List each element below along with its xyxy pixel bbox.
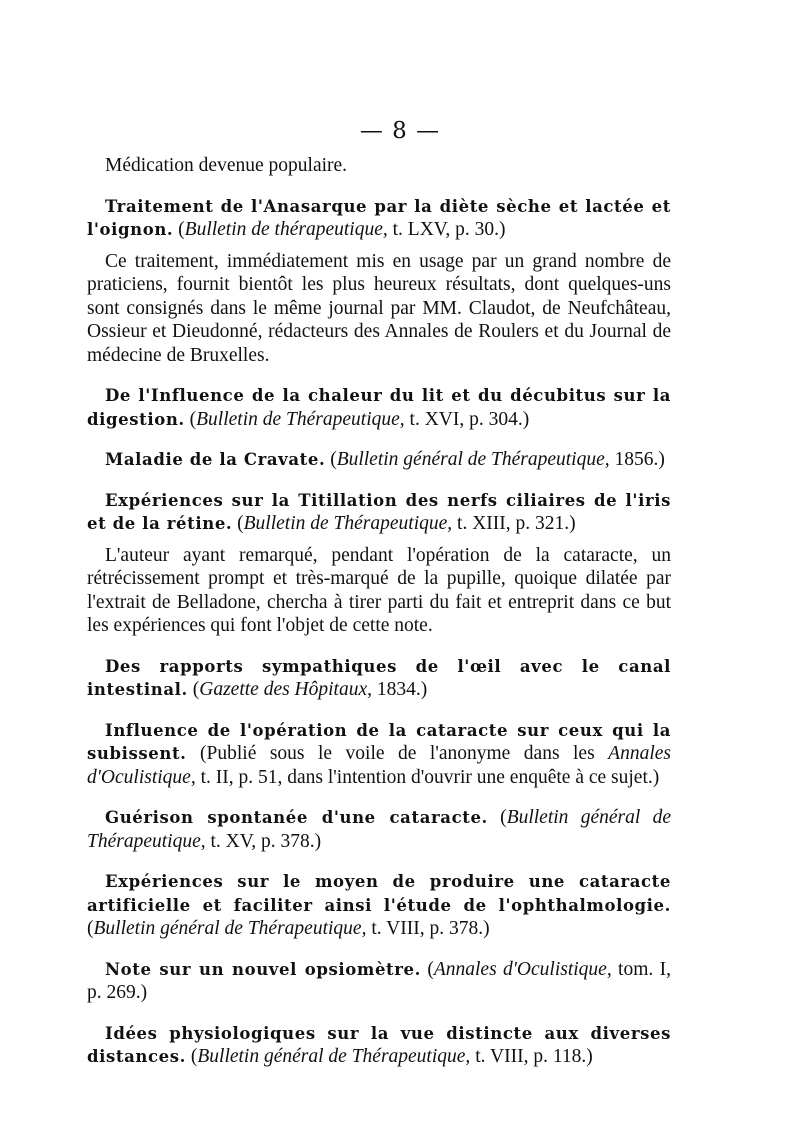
page-number: — 8 — (359, 118, 441, 144)
entry-title: Traitement de l'Anasarque par la diète sèche et lactée et l'oignon. (87, 196, 671, 239)
entry-ref-open: ( (487, 807, 507, 828)
entry-heading (87, 384, 671, 431)
bibliography-entry (87, 448, 671, 472)
spacer (87, 367, 671, 384)
bibliography-entry (87, 1022, 671, 1069)
entry-heading (87, 195, 671, 242)
bibliography-entry (87, 489, 671, 638)
entry-ref-open: ( (184, 408, 197, 430)
entry-heading (87, 448, 671, 472)
entry-source: Annales d'Oculistique, (87, 743, 671, 788)
entry-ref-open: ( (87, 918, 94, 939)
entry-title: Expériences sur le moyen de produire une cataracte artificielle et faciliter ainsi l'étude de l'ophthalmologie. (87, 872, 671, 915)
entry-source: Bulletin de thérapeutique, (184, 219, 388, 240)
spacer (87, 638, 671, 655)
bibliography-entry (87, 870, 671, 941)
spacer (87, 789, 671, 806)
spacer (87, 941, 671, 958)
entry-source: Bulletin général de Thérapeutique, (93, 918, 367, 939)
entry-ref-tail: t. LXV, p. 30.) (387, 219, 506, 240)
entry-ref-open: ( (421, 958, 434, 980)
entry-heading (87, 958, 671, 1005)
bibliography-entry (87, 958, 671, 1005)
bibliography-entry (87, 655, 671, 702)
bibliography-entry (87, 806, 671, 853)
entry-ref-tail: t. II, p. 51, dans l'intention d'ouvrir une enquête à ce sujet.) (195, 766, 660, 788)
entry-ref-open: (Publié sous le voile de l'anonyme dans les (186, 743, 609, 764)
entry-source: Bulletin de Thérapeutique, (243, 513, 453, 534)
entry-title: Influence de l'opération de la cataracte sur ceux qui la subissent. (87, 720, 671, 763)
bibliography-entry (87, 719, 671, 790)
entry-heading (87, 719, 671, 790)
entry-ref-tail: t. XV, p. 378.) (205, 830, 322, 852)
entry-title: Note sur un nouvel opsiomètre. (105, 959, 421, 979)
spacer (87, 1005, 671, 1022)
spacer (87, 472, 671, 489)
entry-source: Bulletin général de Thérapeutique, (197, 1046, 471, 1067)
entry-title: Expériences sur la Titillation des nerfs ciliaires de l'iris et de la rétine. (87, 490, 671, 533)
spacer (87, 178, 671, 195)
entry-source: Annales d'Oculistique, (433, 958, 612, 980)
entry-ref-tail: 1834.) (372, 679, 428, 700)
spacer (87, 702, 671, 719)
entry-ref-open: ( (187, 679, 200, 700)
intro-line: Médication devenue populaire. (105, 155, 348, 176)
entry-source: Bulletin général de Thérapeutique, (336, 449, 610, 470)
entry-title: Idées physiologiques sur la vue distincte aux diverses distances. (87, 1023, 671, 1066)
entry-source: Bulletin général de Thérapeutique, (87, 807, 671, 852)
entry-ref-open: ( (185, 1046, 198, 1067)
spacer (87, 431, 671, 448)
entry-title: Guérison spontanée d'une cataracte. (105, 808, 488, 827)
entry-ref-open: ( (232, 513, 244, 534)
entry-ref-tail: t. VIII, p. 118.) (470, 1046, 593, 1067)
entry-heading (87, 655, 671, 702)
entry-title: De l'Influence de la chaleur du lit et du décubitus sur la digestion. (87, 386, 671, 429)
bibliography-entry (87, 384, 671, 431)
entry-ref-open: ( (173, 219, 185, 240)
page-body (87, 154, 671, 1069)
entry-ref-tail: t. VIII, p. 378.) (366, 918, 490, 939)
entry-description: L'auteur ayant remarqué, pendant l'opération de la cataracte, un rétrécissement prompt et très-marqué de la pupille, quoique dilatée par l'extrait de Belladone, chercha à tirer parti du fait et entreprit dans ce but les expériences qui font l'objet de cette note. (87, 544, 671, 636)
entry-heading (87, 806, 671, 853)
entry-ref-tail: t. XVI, p. 304.) (404, 408, 530, 430)
entry-ref-tail: t. XIII, p. 321.) (452, 513, 576, 534)
entry-source: Bulletin de Thérapeutique, (196, 408, 405, 430)
entry-source: Gazette des Hôpitaux, (199, 679, 373, 700)
bibliography-entry (87, 195, 671, 368)
entry-heading (87, 870, 671, 941)
entry-heading (87, 1022, 671, 1069)
entry-ref-open: ( (325, 449, 337, 470)
entry-heading (87, 489, 671, 536)
entry-title: Maladie de la Cravate. (105, 450, 326, 469)
entry-description: Ce traitement, immédiatement mis en usage par un grand nombre de praticiens, fournit bientôt les plus heureux résultats, dont quelques-uns sont consignés dans le même journal par MM. Claudot, de Neufchâteau, Ossieur et Dieudonné, rédacteurs des Annales de Roulers et du Journal de médecine de Bruxelles. (87, 250, 671, 366)
spacer (87, 853, 671, 870)
entry-title: Des rapports sympathiques de l'œil avec le canal intestinal. (87, 656, 671, 699)
entry-ref-tail: tom. I, p. 269.) (87, 958, 671, 1003)
entry-ref-tail: 1856.) (609, 449, 665, 470)
